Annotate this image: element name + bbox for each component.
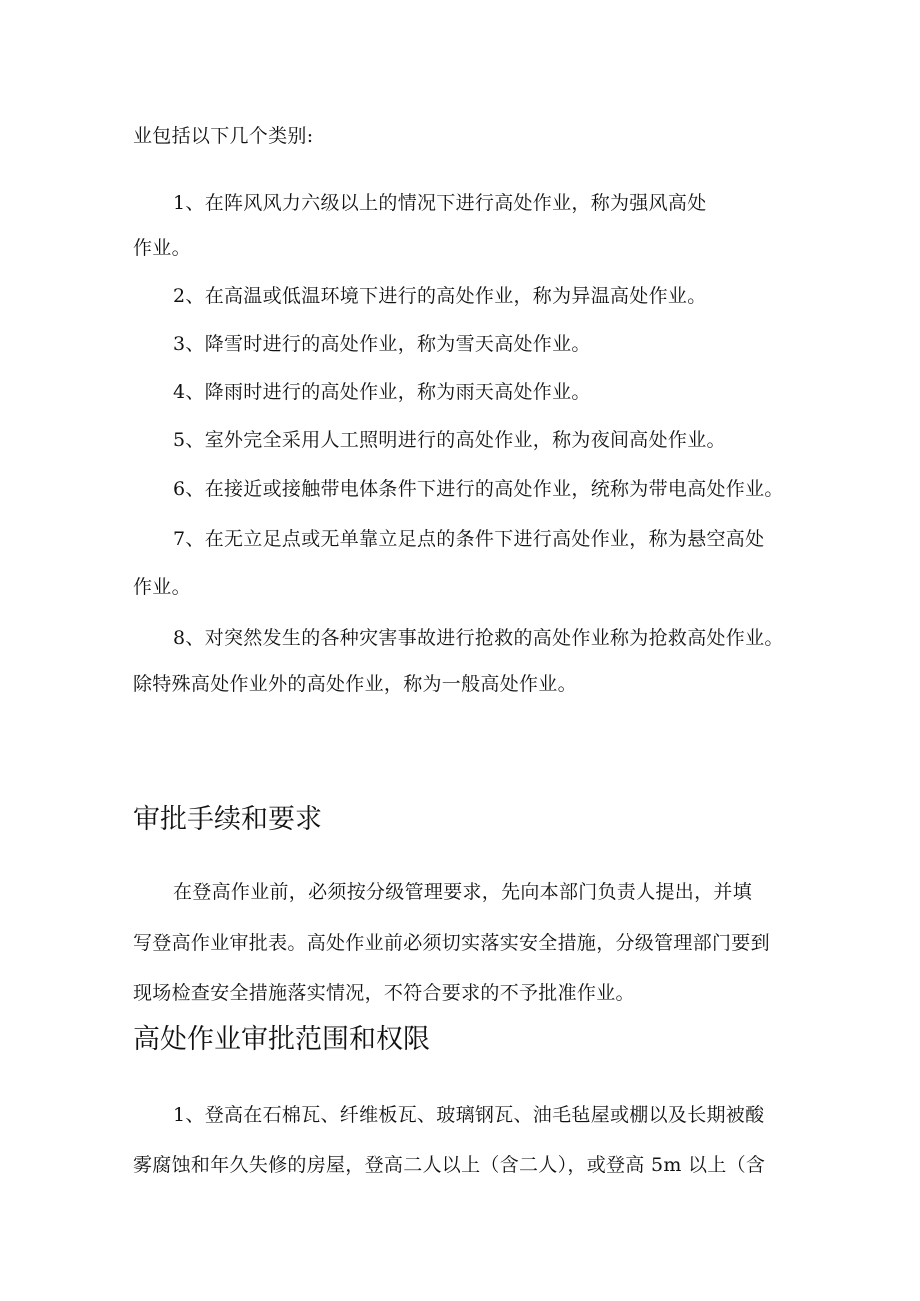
category-6-line-1: 6、在接近或接触带电体条件下进行的高处作业，统称为带电高处作业。 xyxy=(173,478,784,500)
category-8-line-1: 8、对突然发生的各种灾害事故进行抢救的高处作业称为抢救高处作业。 xyxy=(173,627,784,649)
approval-scope-line-1: 1、登高在石棉瓦、纤维板瓦、玻璃钢瓦、油毛毡屋或棚以及长期被酸 xyxy=(173,1104,765,1126)
category-3-line-1: 3、降雪时进行的高处作业，称为雪天高处作业。 xyxy=(173,333,591,355)
category-4-line-1: 4、降雨时进行的高处作业，称为雨天高处作业。 xyxy=(173,381,591,403)
approval-procedure-line-1: 在登高作业前，必须按分级管理要求，先向本部门负责人提出，并填 xyxy=(173,881,753,903)
category-7-line-1: 7、在无立足点或无单靠立足点的条件下进行高处作业，称为悬空高处 xyxy=(173,528,765,550)
intro-text: 业包括以下几个类别: xyxy=(133,125,314,147)
approval-procedure-line-3: 现场检查安全措施落实情况，不符合要求的不予批准作业。 xyxy=(133,982,635,1004)
category-1-line-1: 1、在阵风风力六级以上的情况下进行高处作业，称为强风高处 xyxy=(173,192,707,214)
approval-procedure-line-2: 写登高作业审批表。高处作业前必须切实落实安全措施，分级管理部门要到 xyxy=(133,932,770,954)
category-1-line-2: 作业。 xyxy=(133,237,191,259)
approval-scope-line-2: 雾腐蚀和年久失修的房屋，登高二人以上（含二人），或登高 5m 以上（含 xyxy=(133,1154,766,1176)
category-5-line-1: 5、室外完全采用人工照明进行的高处作业，称为夜间高处作业。 xyxy=(173,429,726,451)
category-7-line-2: 作业。 xyxy=(133,576,191,598)
category-8-line-2: 除特殊高处作业外的高处作业，称为一般高处作业。 xyxy=(133,673,577,695)
approval-procedure-heading: 审批手续和要求 xyxy=(133,804,322,835)
approval-scope-heading: 高处作业审批范围和权限 xyxy=(133,1024,430,1055)
category-2-line-1: 2、在高温或低温环境下进行的高处作业，称为异温高处作业。 xyxy=(173,285,707,307)
